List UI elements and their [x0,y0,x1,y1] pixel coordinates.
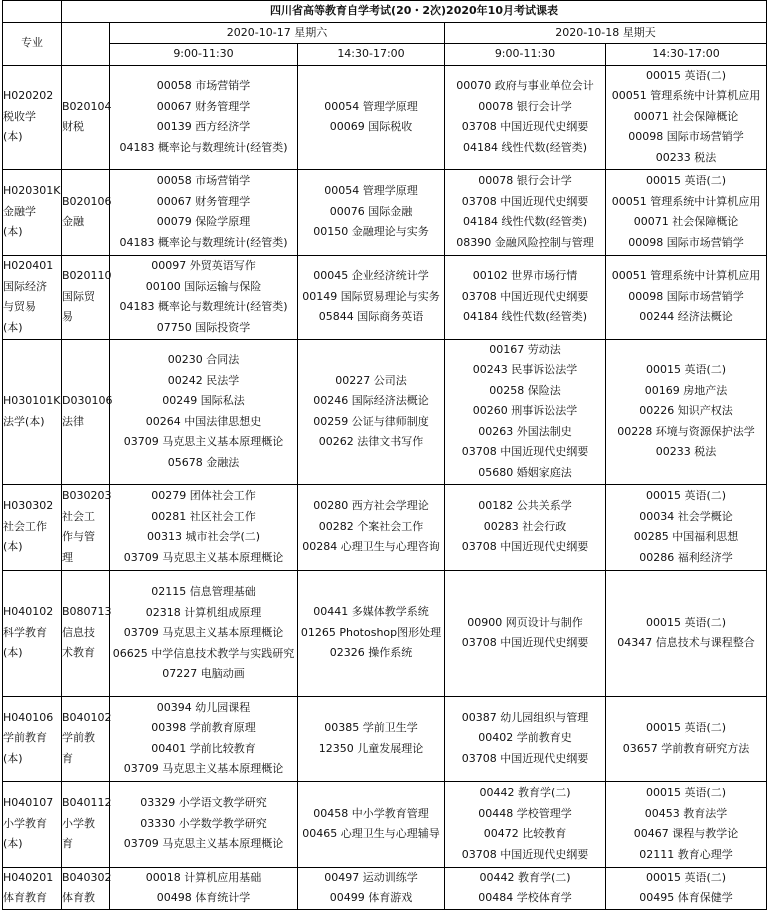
course-cell-d2pm [606,255,767,339]
course-item: 00283 社会行政 [483,519,567,533]
course-item: 02318 计算机组成原理 [145,605,262,619]
course-item: 00243 民事诉讼法学 [472,363,578,377]
course-item: 00071 社会保障概论 [633,215,739,228]
course-item: 05678 金融法 [167,455,240,469]
code-line: 与贸易 [3,300,36,313]
course-cell-d1am [110,484,298,570]
course-item: 00098 国际市场营销学 [628,130,744,144]
course-item: 00233 税法 [655,445,717,459]
diploma-code-cell [62,484,110,570]
course-item: 00102 世界市场行情 [472,269,578,283]
course-item: 00150 金融理论与实务 [313,225,429,239]
code-header [62,22,110,65]
course-cell-d2pm [606,339,767,484]
course-item: 00442 教育学(二) [479,870,571,884]
course-cell-d2pm [606,696,767,781]
exam-schedule-table [2,0,767,910]
course-item: 00078 银行会计学 [478,174,572,187]
course-item: 00139 西方经济学 [156,120,251,133]
course-item: 03709 马克思主义基本原理概论 [123,435,284,448]
course-item: 00280 西方社会学理论 [313,499,429,513]
code-line: 金融学 [3,204,36,218]
code-line: H030302 [3,499,54,513]
code-line: (本) [3,130,23,144]
day1-pm-header: 14:30-17:00 [298,44,445,66]
course-cell-d2pm [606,781,767,867]
code-line: (本) [3,320,23,334]
specialty-code-cell [3,255,62,339]
course-cell-d2pm [606,169,767,255]
course-cell-d2am [445,570,606,696]
course-item: 00279 团体社会工作 [151,489,256,502]
course-item: 00401 学前比较教育 [151,741,256,755]
schedule-row [3,169,767,255]
code-line: 易 [62,310,73,324]
diploma-code-cell [62,696,110,781]
course-item: 03708 中国近现代史纲要 [461,540,589,554]
course-item: 00169 房地产法 [644,383,728,397]
code-line: 税收学 [3,109,36,123]
course-item: 00076 国际金融 [329,204,413,218]
code-line: B080713 [62,605,112,619]
course-item: 00495 体育保健学 [639,891,733,904]
course-item: 00167 劳动法 [489,342,561,356]
page-title: 四川省高等教育自学考试(20・2次)2020年10月考试课表 [62,1,767,23]
code-line: 育 [62,751,73,765]
code-line: (本) [3,540,23,554]
course-item: 03709 马克思主义基本原理概论 [123,837,284,851]
course-cell-d2am [445,867,606,909]
code-line: 金融 [62,215,84,228]
course-item: 00497 运动训练学 [324,870,418,884]
course-item: 03709 马克思主义基本原理概论 [123,550,284,564]
course-cell-d1am [110,255,298,339]
course-item: 00015 英语(二) [645,721,727,734]
code-line: B040112 [62,796,112,810]
course-cell-d1pm [298,781,445,867]
code-line: 法律 [62,414,84,428]
course-item: 00015 英语(二) [645,489,727,502]
course-cell-d1am [110,570,298,696]
course-item: 00070 政府与事业单位会计 [456,79,594,92]
course-cell-d1am [110,696,298,781]
code-line: H020202 [3,89,54,103]
code-line: 财税 [62,120,84,133]
diploma-code-cell [62,169,110,255]
code-line: B020104 [62,99,112,113]
code-line: 小学教 [62,816,95,830]
code-line: 小学教育 [3,816,47,830]
course-item: 00228 环境与资源保护法学 [617,424,755,438]
course-item: 04183 概率论与数理统计(经管类) [119,140,288,154]
code-line: H040106 [3,710,54,724]
specialty-code-cell [3,169,62,255]
course-item: 07750 国际投资学 [156,320,251,334]
diploma-code-cell [62,65,110,169]
course-cell-d1am [110,65,298,169]
code-line: H020401 [3,259,54,272]
course-cell-d2am [445,696,606,781]
course-item: 00499 体育游戏 [329,891,413,904]
course-item: 00402 学前教育史 [478,731,572,745]
course-item: 00313 城市社会学(二) [146,530,261,543]
code-line: B020110 [62,269,112,283]
course-item: 00385 学前卫生学 [324,721,418,734]
course-item: 03708 中国近现代史纲要 [461,751,589,765]
diploma-code-cell [62,255,110,339]
course-item: 00284 心理卫生与心理咨询 [302,540,440,554]
specialty-code-cell [3,484,62,570]
course-item: 03709 马克思主义基本原理概论 [123,762,284,775]
course-item: 00258 保险法 [489,383,561,397]
code-line: D030106 [62,394,113,407]
course-item: 00484 学校体育学 [478,891,572,904]
course-item: 00387 幼儿园组织与管理 [461,710,589,724]
course-item: 06625 中学信息技术教学与实践研究 [112,646,295,660]
day1-am-header: 9:00-11:30 [110,44,298,66]
schedule-row [3,696,767,781]
code-line: 法学(本) [3,414,45,428]
course-cell-d2pm [606,867,767,909]
course-item: 00260 刑事诉讼法学 [472,404,578,418]
course-cell-d2am [445,339,606,484]
course-item: 00079 保险学原理 [156,215,251,228]
course-item: 00097 外贸英语写作 [151,259,256,272]
code-line: B040102 [62,710,112,724]
code-line: B040302 [62,870,112,884]
course-item: 04184 线性代数(经管类) [462,215,588,228]
schedule-row [3,867,767,909]
course-item: 00282 个案社会工作 [318,519,424,533]
course-item: 00034 社会学概论 [639,509,733,523]
specialty-code-cell [3,65,62,169]
code-line: 社会工 [62,509,95,523]
course-item: 03709 马克思主义基本原理概论 [123,626,284,639]
course-cell-d1pm [298,484,445,570]
course-item: 00015 英语(二) [645,615,727,629]
code-line: (本) [3,225,23,239]
course-cell-d1pm [298,255,445,339]
course-item: 00472 比较教育 [483,827,567,840]
code-line: (本) [3,646,23,660]
day1-header: 2020-10-17 星期六 [110,22,445,44]
diploma-code-cell [62,339,113,484]
course-item: 00149 国际贸易理论与实务 [302,289,440,303]
code-line: 育 [62,837,73,851]
course-item: 00015 英语(二) [645,786,727,799]
specialty-header: 专业 [3,22,62,65]
course-cell-d1am [110,339,298,484]
course-item: 00230 合同法 [167,353,240,366]
course-item: 04184 线性代数(经管类) [462,310,588,324]
course-item: 00051 管理系统中计算机应用 [611,89,761,103]
course-item: 00067 财务管理学 [156,99,251,113]
course-item: 00098 国际市场营销学 [628,235,744,249]
course-item: 00498 体育统计学 [156,891,251,904]
course-item: 02326 操作系统 [329,646,413,660]
code-line: 学前教育 [3,731,47,745]
diploma-code-cell [62,867,110,909]
course-item: 00058 市场营销学 [156,174,251,187]
course-item: 03708 中国近现代史纲要 [461,847,589,861]
day2-am-header: 9:00-11:30 [445,44,606,66]
course-item: 00244 经济法概论 [639,310,733,324]
course-item: 04183 概率论与数理统计(经管类) [119,300,288,313]
course-cell-d1pm [298,169,445,255]
course-item: 00015 英语(二) [645,363,727,377]
schedule-body [3,65,767,909]
code-line: H040107 [3,796,54,810]
course-cell-d2am [445,484,606,570]
course-item: 00015 英语(二) [645,68,727,82]
code-line: 社会工作 [3,519,47,533]
course-item: 00467 课程与教学论 [633,827,739,840]
code-line: 学前教 [62,731,95,745]
course-item: 00067 财务管理学 [156,194,251,208]
course-item: 00071 社会保障概论 [633,109,739,123]
course-item: 04347 信息技术与课程整合 [617,636,755,649]
code-line: (本) [3,751,23,765]
course-item: 00100 国际运输与保险 [145,279,262,293]
code-line: H040201 [3,870,54,884]
schedule-row [3,339,767,484]
code-line: B030203 [62,489,112,502]
diploma-code-cell [62,781,110,867]
course-cell-d2am [445,255,606,339]
course-cell-d1pm [298,867,445,909]
code-line: 科学教育 [3,625,47,639]
course-item: 00015 英语(二) [645,174,727,187]
code-line: 术教育 [62,646,95,660]
course-item: 03329 小学语文教学研究 [140,796,267,810]
course-item: 00286 福利经济学 [639,550,733,564]
course-item: 00054 管理学原理 [324,184,418,198]
specialty-code-cell [3,696,62,781]
course-item: 00078 银行会计学 [478,99,572,113]
course-item: 04183 概率论与数理统计(经管类) [119,235,288,249]
course-item: 00015 英语(二) [645,870,727,884]
course-item: 00264 中国法律思想史 [145,414,262,428]
code-line: 国际经济 [3,279,47,293]
diploma-code-cell [62,570,110,696]
day2-header: 2020-10-18 星期天 [445,22,767,44]
course-item: 02111 教育心理学 [639,847,733,861]
course-item: 00453 教育法学 [644,806,728,820]
course-item: 01265 Photoshop图形处理 [300,625,442,639]
specialty-code-cell [3,339,62,484]
code-line: B020106 [62,194,112,208]
course-cell-d1am [110,867,298,909]
schedule-row [3,65,767,169]
code-line: (本) [3,837,23,851]
schedule-row [3,781,767,867]
course-item: 04184 线性代数(经管类) [462,140,588,154]
specialty-code-cell [3,570,62,696]
course-cell-d2am [445,65,606,169]
code-line: 作与管 [62,530,95,543]
code-line: H040102 [3,605,54,619]
course-item: 00054 管理学原理 [324,99,418,113]
course-item: 00069 国际税收 [329,120,413,133]
course-item: 00058 市场营销学 [156,79,251,92]
code-line: 体育教 [62,891,95,904]
code-line: 国际贸 [62,289,95,303]
course-cell-d1pm [298,65,445,169]
course-item: 00242 民法学 [167,373,240,387]
specialty-code-cell [3,781,62,867]
code-line: H030101K [3,394,61,407]
course-item: 00098 国际市场营销学 [628,289,744,303]
course-item: 00465 心理卫生与心理辅导 [302,827,440,840]
day2-pm-header: 14:30-17:00 [606,44,767,66]
course-cell-d2pm [606,570,767,696]
course-item: 00045 企业经济统计学 [313,269,429,283]
course-item: 08390 金融风险控制与管理 [456,235,594,249]
course-item: 00051 管理系统中计算机应用 [611,269,761,283]
code-line: 信息技 [62,625,95,639]
course-cell-d1pm [298,339,445,484]
course-item: 02115 信息管理基础 [151,585,256,598]
course-item: 05680 婚姻家庭法 [478,465,572,479]
code-line: 理 [62,550,73,564]
schedule-row [3,484,767,570]
course-item: 03708 中国近现代史纲要 [461,445,589,459]
course-item: 00281 社区社会工作 [151,509,256,523]
course-item: 00263 外国法制史 [478,424,572,438]
course-item: 03330 小学数学教学研究 [140,816,267,830]
course-item: 00285 中国福利思想 [633,530,739,543]
course-cell-d1am [110,781,298,867]
course-item: 03708 中国近现代史纲要 [461,194,589,208]
course-item: 00442 教育学(二) [479,786,571,799]
course-cell-d2am [445,781,606,867]
course-item: 00226 知识产权法 [639,404,733,418]
course-cell-d2pm [606,65,767,169]
course-item: 07227 电脑动画 [162,666,245,680]
course-cell-d1pm [298,696,445,781]
course-item: 00018 计算机应用基础 [145,870,262,884]
course-item: 00182 公共关系学 [478,499,572,513]
course-cell-d1am [110,169,298,255]
course-item: 00227 公司法 [335,373,407,387]
course-item: 03708 中国近现代史纲要 [461,636,589,649]
course-cell-d2am [445,169,606,255]
course-item: 03657 学前教育研究方法 [622,741,750,755]
course-item: 00458 中小学教育管理 [313,806,429,820]
course-item: 00441 多媒体教学系统 [313,605,429,619]
schedule-row [3,255,767,339]
course-item: 12350 儿童发展理论 [318,741,424,755]
course-cell-d1pm [298,570,445,696]
specialty-code-cell [3,867,62,909]
course-item: 03708 中国近现代史纲要 [461,120,589,133]
course-item: 00398 学前教育原理 [151,721,256,734]
course-item: 00448 学校管理学 [478,806,572,820]
course-item: 00233 税法 [655,150,717,164]
course-item: 00051 管理系统中计算机应用 [611,194,761,208]
course-cell-d2pm [606,484,767,570]
code-line: H020301K [3,184,61,198]
course-item: 05844 国际商务英语 [318,310,424,324]
course-item: 03708 中国近现代史纲要 [461,289,589,303]
course-item: 00900 网页设计与制作 [467,615,583,629]
course-item: 00259 公证与律师制度 [313,414,429,428]
schedule-row [3,570,767,696]
course-item: 00249 国际私法 [162,394,245,407]
course-item: 00246 国际经济法概论 [313,394,429,407]
code-line: 体育教育 [3,891,47,904]
course-item: 00262 法律文书写作 [318,435,424,448]
course-item: 00394 幼儿园课程 [156,700,251,714]
